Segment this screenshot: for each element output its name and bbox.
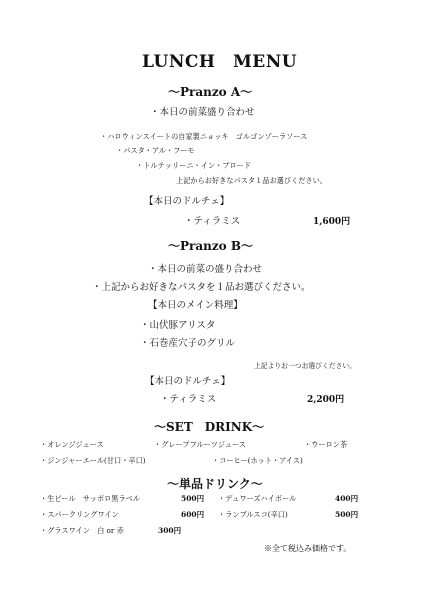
pranzo-b-main-1: ・山伏豚アリスタ: [140, 320, 216, 331]
pranzo-b-heading: ～Pranzo B～: [168, 239, 253, 253]
pranzo-b-pasta-note: ・上記からお好きなパスタを１品お選びください。: [92, 282, 311, 293]
pranzo-b-main-heading: 【本日のメイン料理】: [148, 300, 243, 311]
set-drink-4: ・ジンジャーエール(甘口・辛口): [40, 456, 146, 465]
pranzo-a-note: 上記からお好きなパスタ１品お選びください。: [176, 176, 327, 185]
pranzo-b-appetizer: ・本日の前菜の盛り合わせ: [148, 264, 263, 275]
single-drink-price-5: 300円: [158, 526, 182, 535]
single-drink-name-2: ・デュワーズハイボール: [218, 494, 297, 503]
pranzo-a-pasta-3: ・トルテッリーニ・イン・ブロード: [136, 161, 252, 170]
set-drink-5: ・コーヒー(ホット・アイス): [212, 456, 303, 465]
single-drink-price-4: 500円: [335, 510, 359, 519]
single-drink-price-3: 600円: [181, 510, 205, 519]
pranzo-a-heading: ～Pranzo A～: [168, 85, 253, 99]
pranzo-a-pasta-1: ・ハロウィンスイートの自家製ニョッキ ゴルゴンゾーラソース: [100, 132, 308, 141]
pranzo-b-main-2: ・石巻産穴子のグリル: [140, 338, 236, 349]
pranzo-a-dolce-item: ・ティラミス: [184, 216, 241, 227]
pranzo-b-dolce-item: ・ティラミス: [160, 394, 217, 405]
pranzo-a-dolce-heading: 【本日のドルチェ】: [144, 196, 230, 207]
single-drink-name-1: ・生ビール サッポロ黒ラベル: [40, 494, 141, 503]
tax-note: ※全て税込み価格です。: [264, 544, 352, 553]
single-drink-name-3: ・スパークリングワイン: [40, 510, 119, 519]
single-drink-name-4: ・ランブルスコ(辛口): [218, 510, 288, 519]
single-drink-heading: ～単品ドリンク～: [167, 477, 263, 491]
set-drink-1: ・オレンジジュース: [40, 440, 104, 449]
set-drink-heading: ～SET DRINK～: [154, 420, 265, 434]
set-drink-2: ・グレープフルーツジュース: [154, 440, 246, 449]
pranzo-a-price: 1,600円: [313, 217, 351, 227]
single-drink-price-1: 500円: [181, 494, 205, 503]
set-drink-3: ・ウーロン茶: [304, 440, 348, 449]
menu-title: LUNCH MENU: [142, 52, 298, 72]
pranzo-b-price: 2,200円: [307, 395, 345, 405]
pranzo-a-pasta-2: ・パスタ・アル・フーモ: [116, 146, 195, 155]
pranzo-b-dolce-heading: 【本日のドルチェ】: [145, 376, 231, 387]
single-drink-name-5: ・グラスワイン 白 or 赤: [40, 526, 124, 535]
pranzo-a-appetizer: ・本日の前菜盛り合わせ: [150, 107, 255, 118]
single-drink-price-2: 400円: [335, 494, 359, 503]
pranzo-b-main-note: 上記よりお一つお選びください。: [254, 362, 356, 370]
